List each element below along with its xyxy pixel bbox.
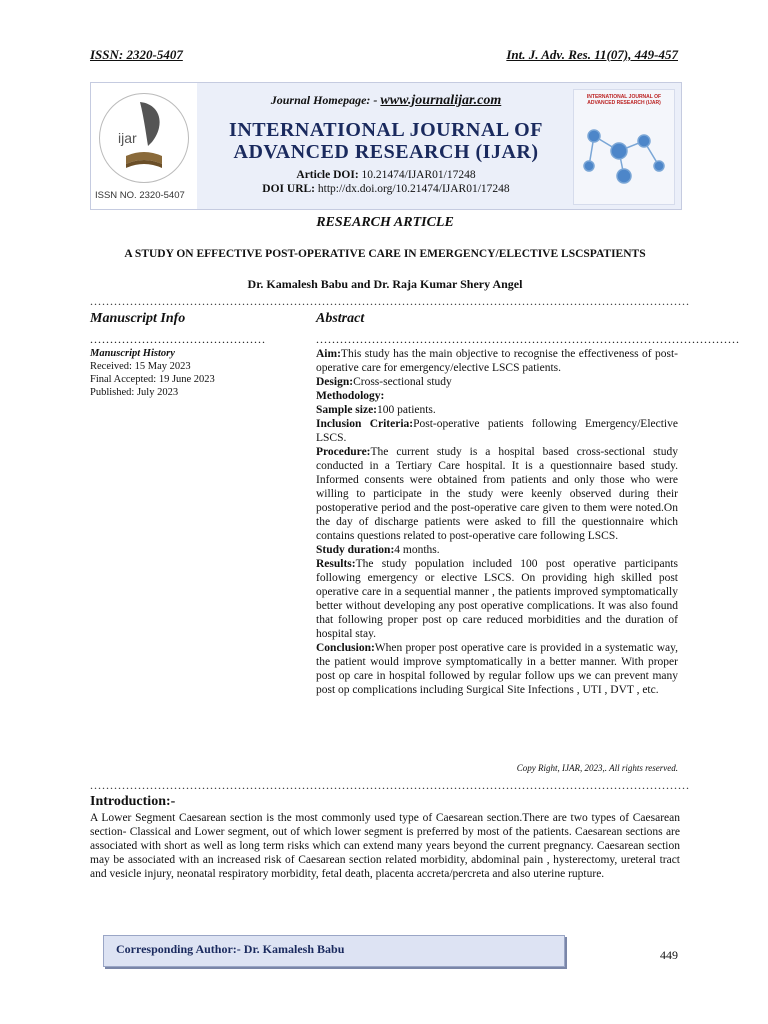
- molecule-icon: [574, 106, 674, 196]
- manuscript-info-heading: Manuscript Info: [90, 311, 186, 326]
- introduction-text: A Lower Segment Caesarean section is the most commonly used type of Caesarean section.There are two types of Caesarean section- Classical and Lower segment, out of which lower segment is preferred by most of the patients. Caesarean sections are associated with short as well as long term risks which can extend many years beyond the current pregnancy. Caesarean section may be associated with an increased risk of Caesarean section related morbidity, abdominal pain , hysterectomy, ureteral tract and vesicle injury, neonatal respiratory morbidity, fetal death, placenta accreta/percreta and also uterine rupture.: [90, 812, 680, 880]
- journal-banner: [90, 82, 682, 210]
- procedure-text: The current study is a hospital based cross-sectional study conducted in a Tertiary Care hospital. It is a questionnaire based study. Informed consents were obtained from patients and only those who were willing to participate in the study were keenly observed during their postoperative period and the post-operative care given to them were noted.On the day of discharge patients were asked to fill the questionnaire which contains questions related to post-operative care following LSCS.: [316, 446, 678, 542]
- history-label: Manuscript History: [90, 348, 175, 359]
- logo-text: ijar: [118, 130, 137, 146]
- doi-url-label: DOI URL:: [262, 183, 316, 195]
- published-date: Published: July 2023: [90, 387, 179, 398]
- manuscript-divider: ............................................: [90, 332, 266, 346]
- journal-title-line2: ADVANCED RESEARCH (IJAR): [233, 141, 539, 163]
- conclusion-text: When proper post operative care is provided in a systematic way, the patient would improve symptomatically in a better manner. With proper post op care in hospital followed by regular follow ups we can prevent many post op complications including Surgical Site Infections , UTI , DVT , etc.: [316, 642, 678, 696]
- aim-label: Aim:: [316, 348, 341, 360]
- doi-url-value[interactable]: http://dx.doi.org/10.21474/IJAR01/17248: [315, 183, 510, 195]
- introduction-heading: Introduction:-: [90, 794, 176, 809]
- page-number: 449: [660, 948, 678, 962]
- design-text: Cross-sectional study: [353, 376, 452, 388]
- accepted-date: Final Accepted: 19 June 2023: [90, 374, 215, 385]
- article-title: A STUDY ON EFFECTIVE POST-OPERATIVE CARE IN EMERGENCY/ELECTIVE LSCSPATIENTS: [124, 248, 646, 260]
- doi-value: 10.21474/IJAR01/17248: [358, 169, 476, 181]
- journal-cover-image: [573, 89, 675, 205]
- article-authors: Dr. Kamalesh Babu and Dr. Raja Kumar Shery Angel: [247, 277, 523, 291]
- divider-bottom: ......................................................................................................................................................: [90, 778, 690, 792]
- manuscript-history: [90, 347, 300, 399]
- duration-text: 4 months.: [394, 544, 440, 556]
- inclusion-label: Inclusion Criteria:: [316, 418, 414, 430]
- homepage-link[interactable]: www.journalijar.com: [380, 93, 502, 108]
- copyright: Copy Right, IJAR, 2023,. All rights reserved.: [516, 763, 678, 773]
- citation-header: Int. J. Adv. Res. 11(07), 449-457: [506, 47, 678, 62]
- sample-text: 100 patients.: [377, 404, 436, 416]
- journal-title-line1: INTERNATIONAL JOURNAL OF: [229, 119, 543, 141]
- article-type: RESEARCH ARTICLE: [316, 215, 454, 230]
- corresponding-author: Corresponding Author:- Dr. Kamalesh Babu: [116, 942, 345, 956]
- divider-top: ......................................................................................................................................................: [90, 294, 690, 308]
- inclusion-text: Post-operative patients following Emergency/Elective LSCS.: [316, 418, 678, 444]
- cover-title: INTERNATIONAL JOURNAL OF ADVANCED RESEARCH (IJAR): [586, 94, 662, 106]
- conclusion-label: Conclusion:: [316, 642, 375, 654]
- results-label: Results:: [316, 558, 356, 570]
- corresponding-author-box: [103, 935, 565, 967]
- results-text: The study population included 100 post operative participants following emergency or elective LSCS. On providing high skilled post operative care in a sequential manner , the patients improved symptomatically better without developing any post operative complications. It was also found that following proper post op care reduced morbidities and the duration of hospital stay.: [316, 558, 678, 640]
- doi-label: Article DOI:: [296, 169, 359, 181]
- design-label: Design:: [316, 376, 354, 388]
- received-date: Received: 15 May 2023: [90, 361, 191, 372]
- abstract-body: [316, 347, 678, 697]
- issn-header: ISSN: 2320-5407: [90, 47, 183, 62]
- procedure-label: Procedure:: [316, 446, 371, 458]
- abstract-divider: ..........................................................................................................: [316, 332, 740, 346]
- abstract-heading: Abstract: [316, 311, 365, 326]
- homepage-label: Journal Homepage: -: [270, 93, 381, 107]
- methodology-label: Methodology:: [316, 390, 385, 402]
- aim-text: This study has the main objective to recognise the effectiveness of post-operative care for emergency/elective LSCS patients.: [316, 348, 678, 374]
- duration-label: Study duration:: [316, 544, 395, 556]
- sample-label: Sample size:: [316, 404, 378, 416]
- logo-issn: ISSN NO. 2320-5407: [95, 190, 185, 201]
